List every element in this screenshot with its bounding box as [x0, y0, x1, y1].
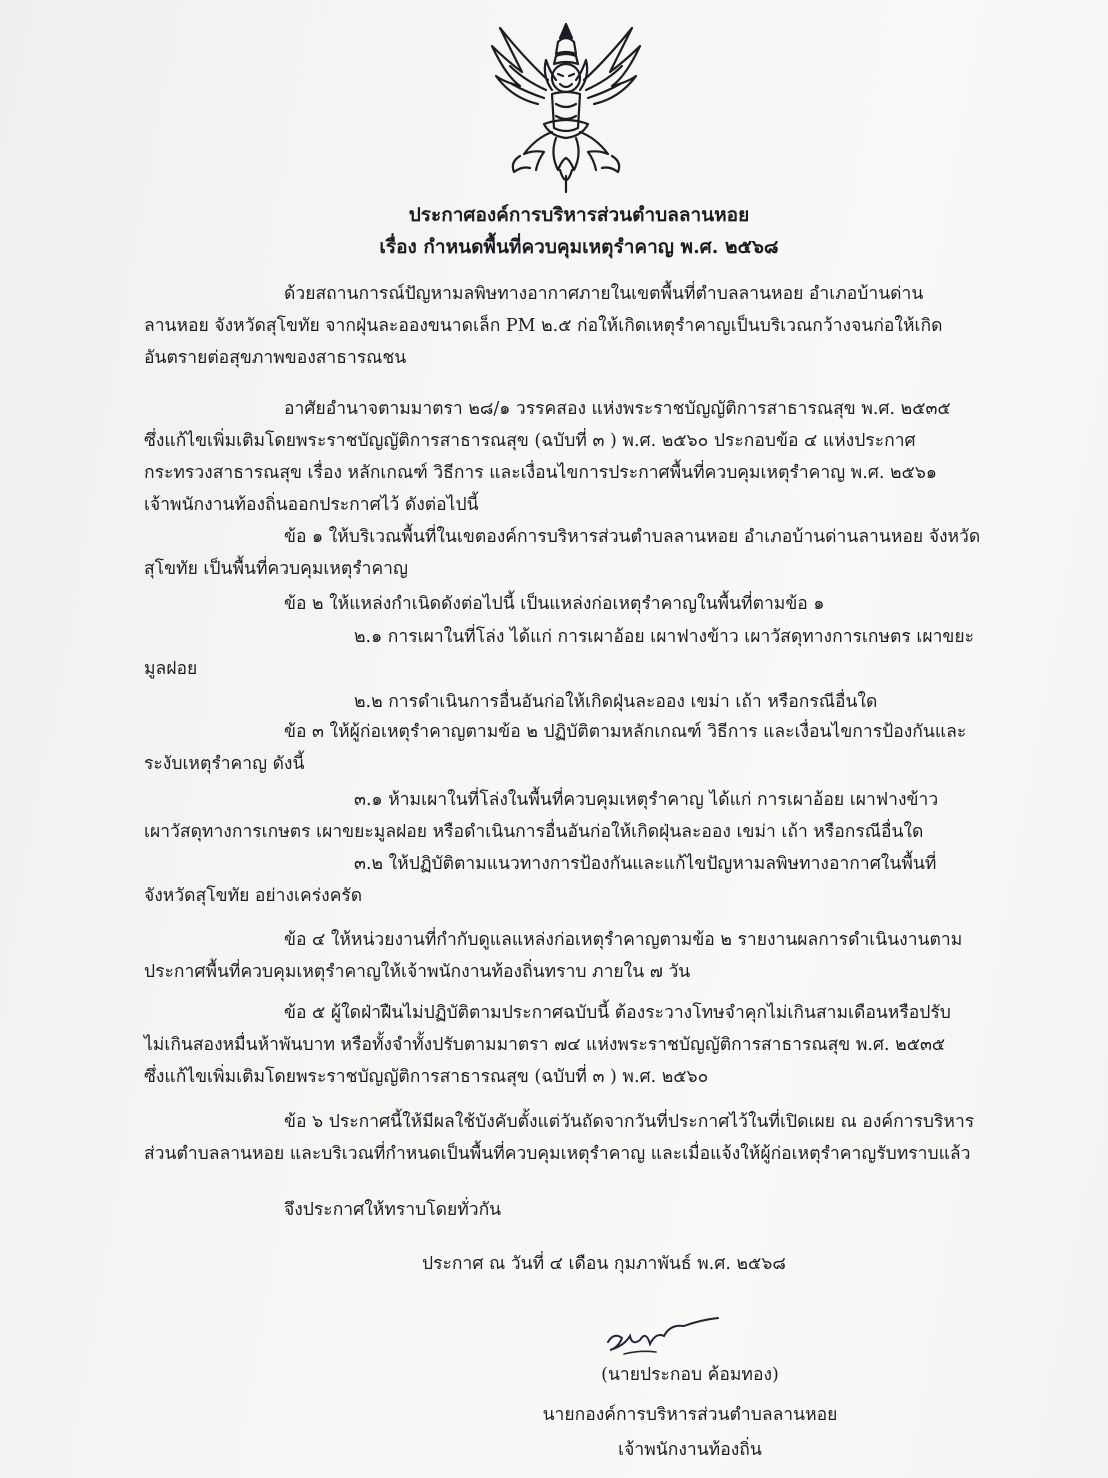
clause-3-2: ๓.๒ ให้ปฏิบัติตามแนวทางการป้องกันและแก้ไขปัญหามลพิษทางอากาศในพื้นที่ [354, 854, 937, 874]
closing-line: จึงประกาศให้ทราบโดยทั่วกัน [284, 1200, 502, 1220]
body-line: ส่วนตำบลลานหอย และบริเวณที่กำหนดเป็นพื้นที่ควบคุมเหตุรำคาญ และเมื่อแจ้งให้ผู้ก่อเหตุรำคาญรับทราบแล้ว [144, 1144, 971, 1164]
clause-6: ข้อ ๖ ประกาศนี้ให้มีผลใช้บังคับตั้งแต่วันถัดจากวันที่ประกาศไว้ในที่เปิดเผย ณ องค์การบริหาร [284, 1112, 975, 1132]
announcement-title: ประกาศองค์การบริหารส่วนตำบลลานหอย [408, 204, 750, 226]
clause-5: ข้อ ๕ ผู้ใดฝ่าฝืนไม่ปฏิบัติตามประกาศฉบับนี้ ต้องระวางโทษจำคุกไม่เกินสามเดือนหรือปรับ [284, 1003, 951, 1023]
body-line: ซึ่งแก้ไขเพิ่มเติมโดยพระราชบัญญัติการสาธารณสุข (ฉบับที่ ๓ ) พ.ศ. ๒๕๖๐ [144, 1067, 709, 1087]
clause-4: ข้อ ๔ ให้หน่วยงานที่กำกับดูแลแหล่งก่อเหตุรำคาญตามข้อ ๒ รายงานผลการดำเนินงานตาม [284, 930, 963, 950]
date-line: ประกาศ ณ วันที่ ๔ เดือน กุมภาพันธ์ พ.ศ. ๒๕๖๘ [422, 1254, 786, 1274]
body-line: ด้วยสถานการณ์ปัญหามลพิษทางอากาศภายในเขตพื้นที่ตำบลลานหอย อำเภอบ้านด่าน [284, 284, 924, 304]
signer-position: นายกองค์การบริหารส่วนตำบลลานหอย [542, 1405, 838, 1425]
signer-name: (นายประกอบ ค้อมทอง) [601, 1365, 779, 1385]
clause-2-1: ๒.๑ การเผาในที่โล่ง ได้แก่ การเผาอ้อย เผาฟางข้าว เผาวัสดุทางการเกษตร เผาขยะ [354, 627, 975, 647]
clause-1: ข้อ ๑ ให้บริเวณพื้นที่ในเขตองค์การบริหารส่วนตำบลลานหอย อำเภอบ้านด่านลานหอย จังหวัด [284, 527, 981, 547]
body-line: กระทรวงสาธารณสุข เรื่อง หลักเกณฑ์ วิธีการ และเงื่อนไขการประกาศพื้นที่ควบคุมเหตุรำคาญ พ.ศ. ๒๕๖๑ [144, 463, 937, 483]
signer-role: เจ้าพนักงานท้องถิ่น [618, 1440, 762, 1460]
body-line: เจ้าพนักงานท้องถิ่นออกประกาศไว้ ดังต่อไปนี้ [144, 495, 479, 515]
body-line: ซึ่งแก้ไขเพิ่มเติมโดยพระราชบัญญัติการสาธารณสุข (ฉบับที่ ๓ ) พ.ศ. ๒๕๖๐ ประกอบข้อ ๔ แห่งประกาศ [144, 431, 916, 451]
body-line: จังหวัดสุโขทัย อย่างเคร่งครัด [144, 886, 363, 906]
body-line: ลานหอย จังหวัดสุโขทัย จากฝุ่นละอองขนาดเล็ก PM ๒.๕ ก่อให้เกิดเหตุรำคาญเป็นบริเวณกว้างจนก่อให้เกิด [144, 316, 943, 336]
body-line: ระงับเหตุรำคาญ ดังนี้ [144, 754, 305, 774]
clause-2-2: ๒.๒ การดำเนินการอื่นอันก่อให้เกิดฝุ่นละออง เขม่า เถ้า หรือกรณีอื่นใด [354, 692, 878, 712]
clause-3: ข้อ ๓ ให้ผู้ก่อเหตุรำคาญตามข้อ ๒ ปฏิบัติตามหลักเกณฑ์ วิธีการ และเงื่อนไขการป้องกันและ [284, 722, 967, 742]
clause-2: ข้อ ๒ ให้แหล่งกำเนิดดังต่อไปนี้ เป็นแหล่งก่อเหตุรำคาญในพื้นที่ตามข้อ ๑ [284, 594, 825, 614]
announcement-subject: เรื่อง กำหนดพื้นที่ควบคุมเหตุรำคาญ พ.ศ. ๒๕๖๘ [379, 236, 779, 258]
body-line: ไม่เกินสองหมื่นห้าพันบาท หรือทั้งจำทั้งปรับตามมาตรา ๗๔ แห่งพระราชบัญญัติการสาธารณสุข พ.ศ. ๒๕๓๕ [144, 1035, 946, 1055]
clause-3-1: ๓.๑ ห้ามเผาในที่โล่งในพื้นที่ควบคุมเหตุรำคาญ ได้แก่ การเผาอ้อย เผาฟางข้าว [354, 790, 939, 810]
body-line: มูลฝอย [144, 659, 198, 679]
body-line: อันตรายต่อสุขภาพของสาธารณชน [144, 348, 407, 368]
body-line: ประกาศพื้นที่ควบคุมเหตุรำคาญให้เจ้าพนักงานท้องถิ่นทราบ ภายใน ๗ วัน [144, 962, 691, 982]
body-line: เผาวัสดุทางการเกษตร เผาขยะมูลฝอย หรือดำเนินการอื่นอันก่อให้เกิดฝุ่นละออง เขม่า เถ้า หรือกรณีอื่นใด [144, 822, 924, 842]
signature-icon [600, 1310, 730, 1360]
body-line: อาศัยอำนาจตามมาตรา ๒๘/๑ วรรคสอง แห่งพระราชบัญญัติการสาธารณสุข พ.ศ. ๒๕๓๕ [284, 399, 951, 419]
garuda-emblem-icon [486, 20, 646, 196]
body-line: สุโขทัย เป็นพื้นที่ควบคุมเหตุรำคาญ [144, 559, 408, 579]
